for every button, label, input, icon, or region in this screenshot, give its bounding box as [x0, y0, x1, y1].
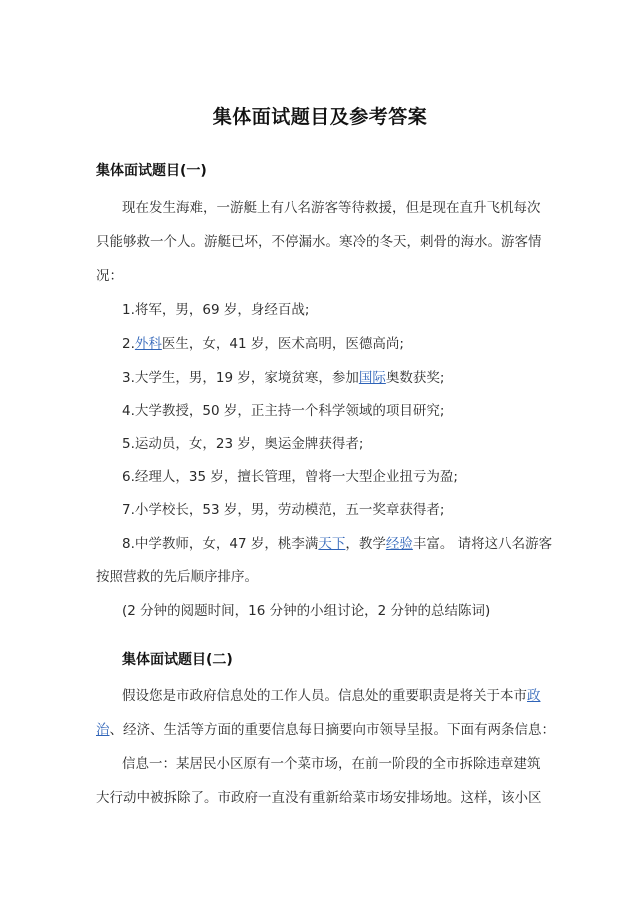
list-item	[122, 334, 404, 354]
list-item	[122, 368, 444, 388]
paragraph-text: 、经济、生活等方面的重要信息每日摘要向市领导呈报。下面有两条信息：	[109, 722, 555, 738]
list-item: 5.运动员，女，23 岁，奥运金牌获得者;	[122, 436, 364, 452]
item-text: 奥数获奖;	[385, 370, 445, 386]
list-item: 1.将军，男，69 岁，身经百战;	[122, 302, 310, 318]
paragraph-line	[96, 720, 555, 740]
list-item-continuation: 按照营救的先后顺序排序。	[96, 569, 258, 585]
link-politics-part2[interactable]: 治	[96, 722, 110, 738]
intro-line-3: 况：	[96, 268, 123, 284]
paragraph-line: 大行动中被拆除了。市政府一直没有重新给菜市场安排场地。这样，该小区	[96, 790, 542, 806]
item-text: 3.大学生，男，19 岁，家境贫寒，参加	[122, 370, 359, 386]
item-text: 2.	[122, 336, 135, 352]
link-experience[interactable]: 经验	[385, 536, 413, 552]
page-title: 集体面试题目及参考答案	[212, 106, 428, 128]
link-surgery[interactable]: 外科	[134, 336, 162, 352]
list-item: 4.大学教授，50 岁，正主持一个科学领域的项目研究;	[122, 403, 445, 419]
list-item: 6.经理人，35 岁，擅长管理，曾将一大型企业扭亏为盈;	[122, 469, 458, 485]
link-international[interactable]: 国际	[358, 370, 386, 386]
link-world[interactable]: 天下	[318, 536, 346, 552]
paragraph-line: 信息一：某居民小区原有一个菜市场，在前一阶段的全市拆除违章建筑	[122, 756, 541, 772]
intro-line-2: 只能够救一个人。游艇已坏，不停漏水。寒冷的冬天，刺骨的海水。游客情	[96, 234, 542, 250]
item-text: 8.中学教师，女，47 岁，桃李满	[122, 536, 319, 552]
link-politics-part1[interactable]: 政	[527, 688, 541, 704]
intro-line-1: 现在发生海难，一游艇上有八名游客等待救援，但是现在直升飞机每次	[122, 200, 541, 216]
paragraph-line	[122, 686, 541, 706]
paragraph-text: 假设您是市政府信息处的工作人员。信息处的重要职责是将关于本市	[122, 688, 527, 704]
item-text: 丰富。 请将这八名游客	[412, 536, 553, 552]
list-item: 7.小学校长，53 岁，男，劳动模范，五一奖章获得者;	[122, 502, 445, 518]
section-heading-2: 集体面试题目(二)	[122, 652, 233, 668]
item-text: ，教学	[345, 536, 386, 552]
item-text: 医生，女，41 岁，医术高明，医德高尚;	[161, 336, 404, 352]
list-item	[122, 534, 552, 554]
section-heading-1: 集体面试题目(一)	[96, 163, 207, 179]
timing-note: (2 分钟的阅题时间，16 分钟的小组讨论，2 分钟的总结陈词)	[122, 603, 491, 619]
